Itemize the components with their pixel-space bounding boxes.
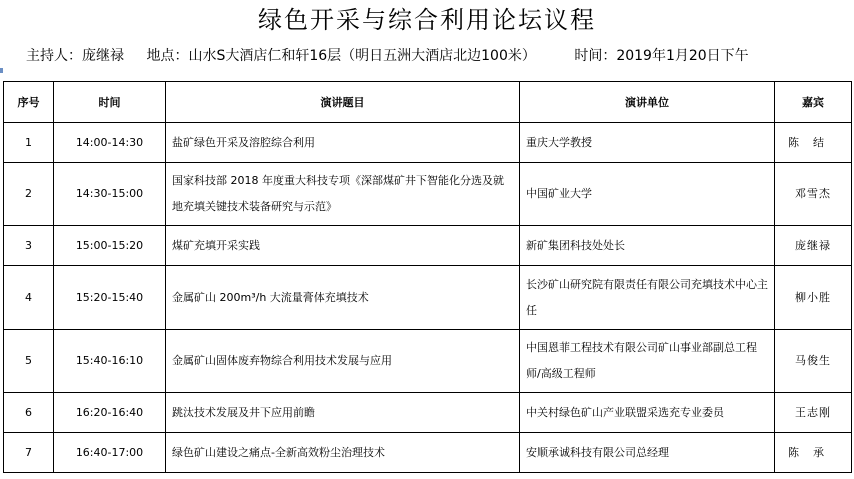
row-no: 7 — [4, 433, 54, 473]
row-topic: 跳汰技术发展及井下应用前瞻 — [166, 393, 520, 433]
row-time: 14:00-14:30 — [54, 123, 166, 163]
header-guest: 嘉宾 — [775, 82, 852, 123]
row-time: 15:00-15:20 — [54, 226, 166, 266]
row-time: 14:30-15:00 — [54, 163, 166, 226]
row-unit: 中关村绿色矿山产业联盟采选充专业委员 — [520, 393, 775, 433]
row-no: 5 — [4, 330, 54, 393]
header-time: 时间 — [54, 82, 166, 123]
row-topic: 盐矿绿色开采及溶腔综合利用 — [166, 123, 520, 163]
row-no: 1 — [4, 123, 54, 163]
row-marker — [0, 68, 3, 73]
page-title: 绿色开采与综合利用论坛议程 — [258, 6, 596, 34]
row-guest: 邓雪杰 — [775, 163, 852, 226]
row-guest: 陈承 — [775, 433, 852, 473]
row-no: 2 — [4, 163, 54, 226]
row-no: 3 — [4, 226, 54, 266]
agenda-table — [3, 81, 852, 473]
row-topic: 国家科技部 2018 年度重大科技专项《深部煤矿井下智能化分选及就地充填关键技术装备研究与示范》 — [166, 163, 520, 226]
table-header-row — [4, 82, 852, 123]
row-unit: 中国恩菲工程技术有限公司矿山事业部副总工程师/高级工程师 — [520, 330, 775, 393]
table-row — [4, 433, 852, 473]
row-guest: 柳小胜 — [775, 266, 852, 330]
row-unit: 重庆大学教授 — [520, 123, 775, 163]
row-time: 16:20-16:40 — [54, 393, 166, 433]
row-topic: 煤矿充填开采实践 — [166, 226, 520, 266]
table-row — [4, 123, 852, 163]
row-unit: 新矿集团科技处处长 — [520, 226, 775, 266]
row-time: 16:40-17:00 — [54, 433, 166, 473]
table-row — [4, 226, 852, 266]
row-unit: 中国矿业大学 — [520, 163, 775, 226]
row-topic: 金属矿山 200m³/h 大流量膏体充填技术 — [166, 266, 520, 330]
host-info: 主持人：庞继禄 — [26, 48, 124, 64]
row-time: 15:40-16:10 — [54, 330, 166, 393]
row-topic: 绿色矿山建设之痛点-全新高效粉尘治理技术 — [166, 433, 520, 473]
location-info: 地点：山水S大酒店仁和轩16层（明日五洲大酒店北边100米） — [146, 48, 536, 64]
row-no: 4 — [4, 266, 54, 330]
table-row — [4, 393, 852, 433]
header-topic: 演讲题目 — [166, 82, 520, 123]
row-guest: 陈结 — [775, 123, 852, 163]
row-guest: 王志刚 — [775, 393, 852, 433]
time-info: 时间：2019年1月20日下午 — [574, 48, 749, 64]
row-topic: 金属矿山固体废弃物综合利用技术发展与应用 — [166, 330, 520, 393]
row-guest: 马俊生 — [775, 330, 852, 393]
row-unit: 长沙矿山研究院有限责任有限公司充填技术中心主任 — [520, 266, 775, 330]
event-info — [26, 46, 749, 66]
row-guest: 庞继禄 — [775, 226, 852, 266]
row-unit: 安顺承诚科技有限公司总经理 — [520, 433, 775, 473]
table-row — [4, 330, 852, 393]
header-unit: 演讲单位 — [520, 82, 775, 123]
row-no: 6 — [4, 393, 54, 433]
table-row — [4, 266, 852, 330]
table-row — [4, 163, 852, 226]
header-no: 序号 — [4, 82, 54, 123]
row-time: 15:20-15:40 — [54, 266, 166, 330]
